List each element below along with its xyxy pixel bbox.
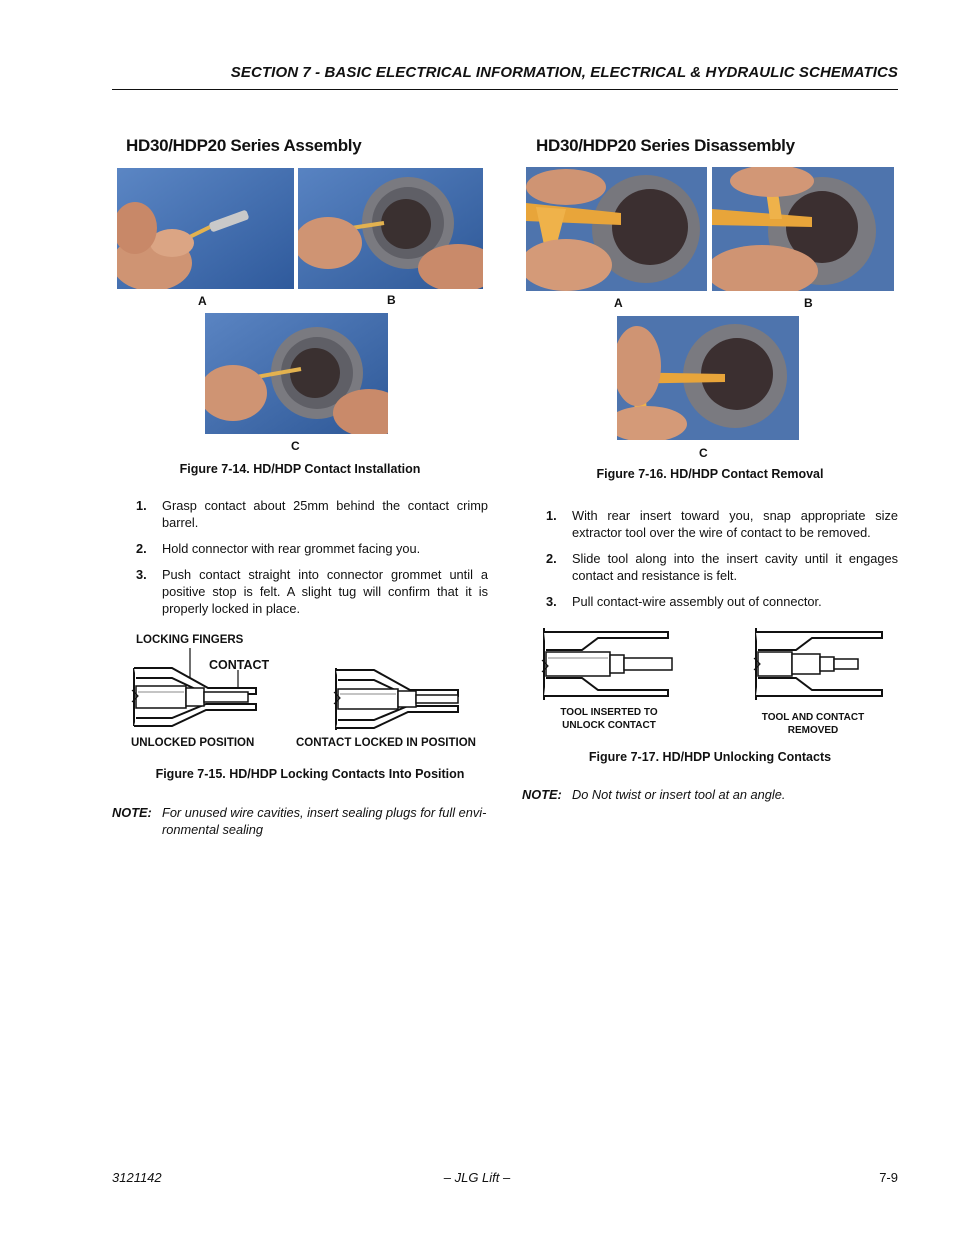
label-locking-fingers: LOCKING FINGERS	[136, 634, 244, 646]
assembly-heading: HD30/HDP20 Series Assembly	[126, 136, 362, 155]
photo-label-a: A	[614, 296, 623, 310]
list-item: 1. With rear insert toward you, snap appropriate size extractor tool over the wire of contact to be removed.	[546, 508, 898, 540]
photo-label-a: A	[198, 294, 207, 308]
note-label: NOTE:	[112, 805, 152, 820]
photo-label-c: C	[699, 446, 708, 460]
figure-7-14-caption: Figure 7-14. HD/HDP Contact Installation	[179, 462, 421, 476]
list-item: 3. Push contact straight into connector grommet until a positive stop is felt. A slight tug will confirm that it is properly locked in place.	[136, 567, 488, 616]
assembly-note	[112, 804, 488, 838]
list-item: 1. Grasp contact about 25mm behind the contact crimp barrel.	[136, 498, 488, 530]
disassembly-note	[522, 786, 898, 803]
label-contact-locked: CONTACT LOCKED IN POSITION	[296, 737, 476, 749]
photo-contact-pull	[617, 316, 799, 440]
diagram-tool-removed	[752, 626, 886, 702]
photo-label-b: B	[804, 296, 813, 310]
photo-label-b: B	[387, 293, 396, 307]
footer-doc-number: 3121142	[112, 1170, 162, 1185]
note-text: For unused wire cavities, insert sealing plugs for full envi-ronmental sealing	[162, 805, 487, 837]
photo-extractor-snap	[526, 167, 707, 291]
diagram-unlocked-position	[128, 648, 264, 730]
label-contact: CONTACT	[209, 658, 270, 672]
figure-7-15-caption: Figure 7-15. HD/HDP Locking Contacts Into Position	[155, 767, 465, 781]
disassembly-heading: HD30/HDP20 Series Disassembly	[536, 136, 795, 155]
photo-label-c: C	[291, 439, 300, 453]
figure-7-17-caption: Figure 7-17. HD/HDP Unlocking Contacts	[588, 750, 832, 764]
diagram-tool-inserted	[538, 626, 676, 702]
photo-contact-insert	[205, 313, 388, 434]
label-tool-removed: TOOL AND CONTACT REMOVED	[761, 712, 865, 736]
photo-connector-hold	[298, 168, 483, 289]
list-item: 2. Slide tool along into the insert cavity until it engages contact and resistance is felt.	[546, 551, 898, 583]
section-header: SECTION 7 - BASIC ELECTRICAL INFORMATION, ELECTRICAL & HYDRAULIC SCHEMATICS	[230, 64, 898, 81]
note-text: Do Not twist or insert tool at an angle.	[572, 787, 786, 802]
photo-contact-grasp	[117, 168, 294, 289]
header-rule	[112, 89, 898, 90]
photo-extractor-slide	[712, 167, 894, 291]
assembly-steps	[136, 497, 488, 626]
figure-7-16-caption: Figure 7-16. HD/HDP Contact Removal	[596, 467, 824, 481]
list-item: 3. Pull contact-wire assembly out of connector.	[546, 594, 822, 609]
footer-page-number: 7-9	[879, 1170, 898, 1185]
list-item: 2. Hold connector with rear grommet facing you.	[136, 541, 421, 556]
label-tool-inserted: TOOL INSERTED TO UNLOCK CONTACT	[560, 707, 658, 731]
disassembly-steps	[546, 507, 898, 619]
note-label: NOTE:	[522, 787, 562, 802]
footer-center: – JLG Lift –	[443, 1170, 511, 1185]
label-unlocked-position: UNLOCKED POSITION	[131, 737, 255, 749]
diagram-contact-locked	[330, 664, 462, 732]
